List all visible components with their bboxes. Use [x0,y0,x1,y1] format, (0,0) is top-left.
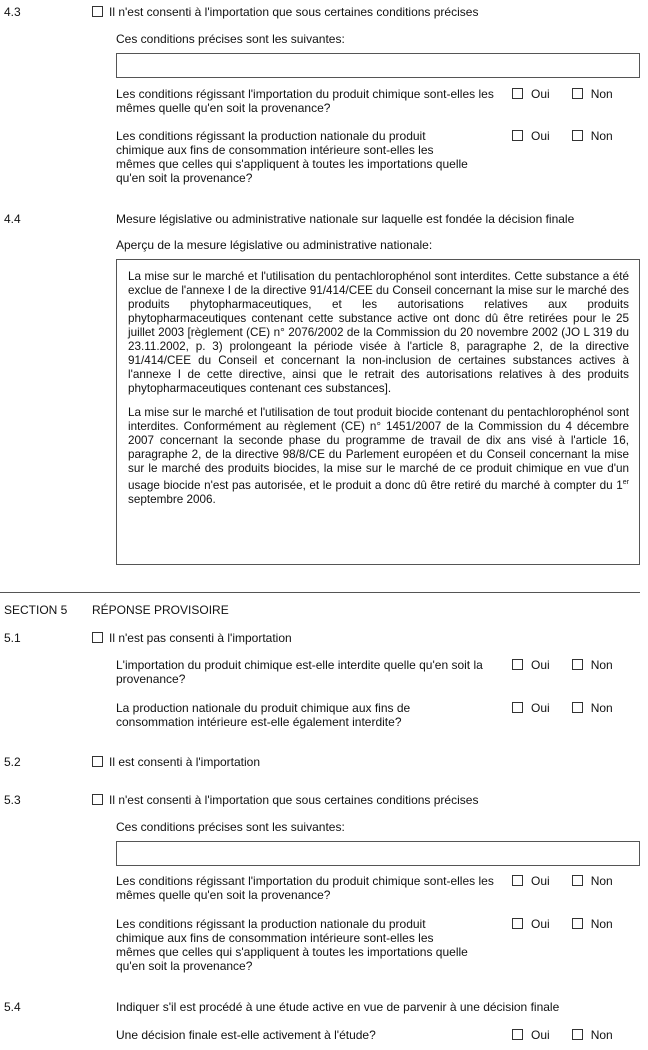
yes-label: Oui [531,917,550,931]
question-import-conditions: Les conditions régissant l'importation du produit chimique sont-elles les mêmes quelle qu'en soit la provenance? [116,87,494,115]
section-number: 5.3 [4,793,21,807]
yes-no-group [512,658,613,672]
checkbox[interactable] [92,6,103,17]
question-production-banned: La production nationale du produit chimique aux fins de consommation intérieure est-elle également interdite? [116,701,411,729]
checkbox[interactable] [572,875,583,886]
yes-option[interactable] [512,129,550,143]
checkbox[interactable] [512,702,523,713]
yes-option[interactable] [512,701,550,715]
yes-option[interactable] [512,658,550,672]
measure-overview-text [116,259,640,565]
option-label: Il n'est consenti à l'importation que sous certaines conditions précises [109,5,479,19]
checkbox[interactable] [572,1029,583,1040]
question-final-decision: Une décision finale est-elle activement à l'étude? [116,1028,376,1042]
no-label: Non [590,658,613,672]
yes-label: Oui [531,1028,550,1042]
checkbox[interactable] [572,702,583,713]
section-number: 5.1 [4,631,21,645]
no-option[interactable] [572,658,613,672]
checkbox[interactable] [572,918,583,929]
yes-label: Oui [531,658,550,672]
question-production-conditions: Les conditions régissant la production nationale du produit chimique aux fins de consommation intérieure sont-elles les mêmes que celles qui s'appliquent à toutes les importations quelle qu'en soit la provenance? [116,917,468,973]
section-number: 5.2 [4,755,21,769]
yes-no-group [512,87,613,101]
checkbox[interactable] [512,918,523,929]
section-number: 4.4 [4,212,21,226]
yes-label: Oui [531,87,550,101]
yes-no-group [512,1028,613,1042]
checkbox[interactable] [572,659,583,670]
conditions-field[interactable] [116,53,640,78]
no-option[interactable] [572,1028,613,1042]
no-label: Non [590,87,613,101]
no-label: Non [590,129,613,143]
checkbox[interactable] [572,88,583,99]
checkbox[interactable] [512,88,523,99]
no-option[interactable] [572,87,613,101]
section-divider [0,592,640,593]
option-label: Il n'est consenti à l'importation que sous certaines conditions précises [109,793,479,807]
no-label: Non [590,701,613,715]
checkbox[interactable] [92,632,103,643]
question-import-banned: L'importation du produit chimique est-elle interdite quelle qu'en soit la provenance? [116,658,483,686]
yes-label: Oui [531,701,550,715]
yes-no-group [512,917,613,931]
paragraph: La mise sur le marché et l'utilisation de tout produit biocide contenant du pentachlorophénol sont interdites. Conformément au règlement (CE) n° 1451/2007 de la Commission du 4 décembre 2007 concernant la seconde phase du programme de travail de dix ans visé à l'article 16, paragraphe 2, de la directive 98/8/CE du Parlement européen et du Conseil concernant la mise sur le marché des produits biocides, la mise sur le marché de ce produit chimique en vue d'un usage biocide n'est pas autorisée, et le produit a donc dû être retiré du marché à compter du 1er septembre 2006. [128,406,630,506]
no-label: Non [590,1028,613,1042]
checkbox[interactable] [512,1029,523,1040]
no-option[interactable] [572,129,613,143]
no-label: Non [590,917,613,931]
measure-overview-label: Aperçu de la mesure législative ou administrative nationale: [116,238,433,252]
section-number: 4.3 [4,5,21,19]
conditions-label: Ces conditions précises sont les suivantes: [116,32,345,46]
question-import-conditions: Les conditions régissant l'importation du produit chimique sont-elles les mêmes quelle qu'en soit la provenance? [116,874,494,902]
section-label: SECTION 5 [4,603,68,617]
no-option[interactable] [572,701,613,715]
yes-option[interactable] [512,1028,550,1042]
no-option[interactable] [572,874,613,888]
yes-label: Oui [531,874,550,888]
option-conditional-import[interactable] [92,5,478,19]
option-label: Il est consenti à l'importation [109,755,261,769]
yes-option[interactable] [512,917,550,931]
checkbox[interactable] [92,794,103,805]
checkbox[interactable] [512,659,523,670]
checkbox[interactable] [92,756,103,767]
section-number: 5.4 [4,1000,21,1014]
option-conditional-import[interactable] [92,793,478,807]
no-label: Non [590,874,613,888]
checkbox[interactable] [512,875,523,886]
yes-option[interactable] [512,874,550,888]
section-title: RÉPONSE PROVISOIRE [92,603,229,617]
yes-label: Oui [531,129,550,143]
yes-no-group [512,701,613,715]
paragraph: La mise sur le marché et l'utilisation du pentachlorophénol sont interdites. Cette substance a été exclue de l'annexe I de la directive 91/414/CEE du Conseil concernant la mise sur le marché des produits phytopharmaceutiques, et les autorisations relatives aux produits phytopharmaceutiques contenant cette substance active ont donc dû être retirées pour le 25 juillet 2003 [règlement (CE) n° 2076/2002 de la Commission du 20 novembre 2002 (JO L 319 du 23.11.2002, p. 3) prolongeant la période visée à l'article 8, paragraphe 2, de la directive 91/414/CEE du Conseil et concernant la non-inclusion de certaines substances actives à l'annexe I de cette directive, ainsi que le retrait des autorisations relatives à des produits phytopharmaceutiques contenant ces substances]. [128,270,629,395]
conditions-field[interactable] [116,841,640,866]
yes-option[interactable] [512,87,550,101]
no-option[interactable] [572,917,613,931]
section-heading: Mesure législative ou administrative nationale sur laquelle est fondée la décision finale [116,212,575,226]
option-import-refused[interactable] [92,631,292,645]
checkbox[interactable] [512,130,523,141]
section-heading: Indiquer s'il est procédé à une étude active en vue de parvenir à une décision finale [116,1000,560,1014]
yes-no-group [512,129,613,143]
option-import-allowed[interactable] [92,755,260,769]
checkbox[interactable] [572,130,583,141]
option-label: Il n'est pas consenti à l'importation [109,631,292,645]
question-production-conditions: Les conditions régissant la production nationale du produit chimique aux fins de consommation intérieure sont-elles les mêmes que celles qui s'appliquent à toutes les importations quelle qu'en soit la provenance? [116,129,468,185]
yes-no-group [512,874,613,888]
conditions-label: Ces conditions précises sont les suivantes: [116,820,345,834]
